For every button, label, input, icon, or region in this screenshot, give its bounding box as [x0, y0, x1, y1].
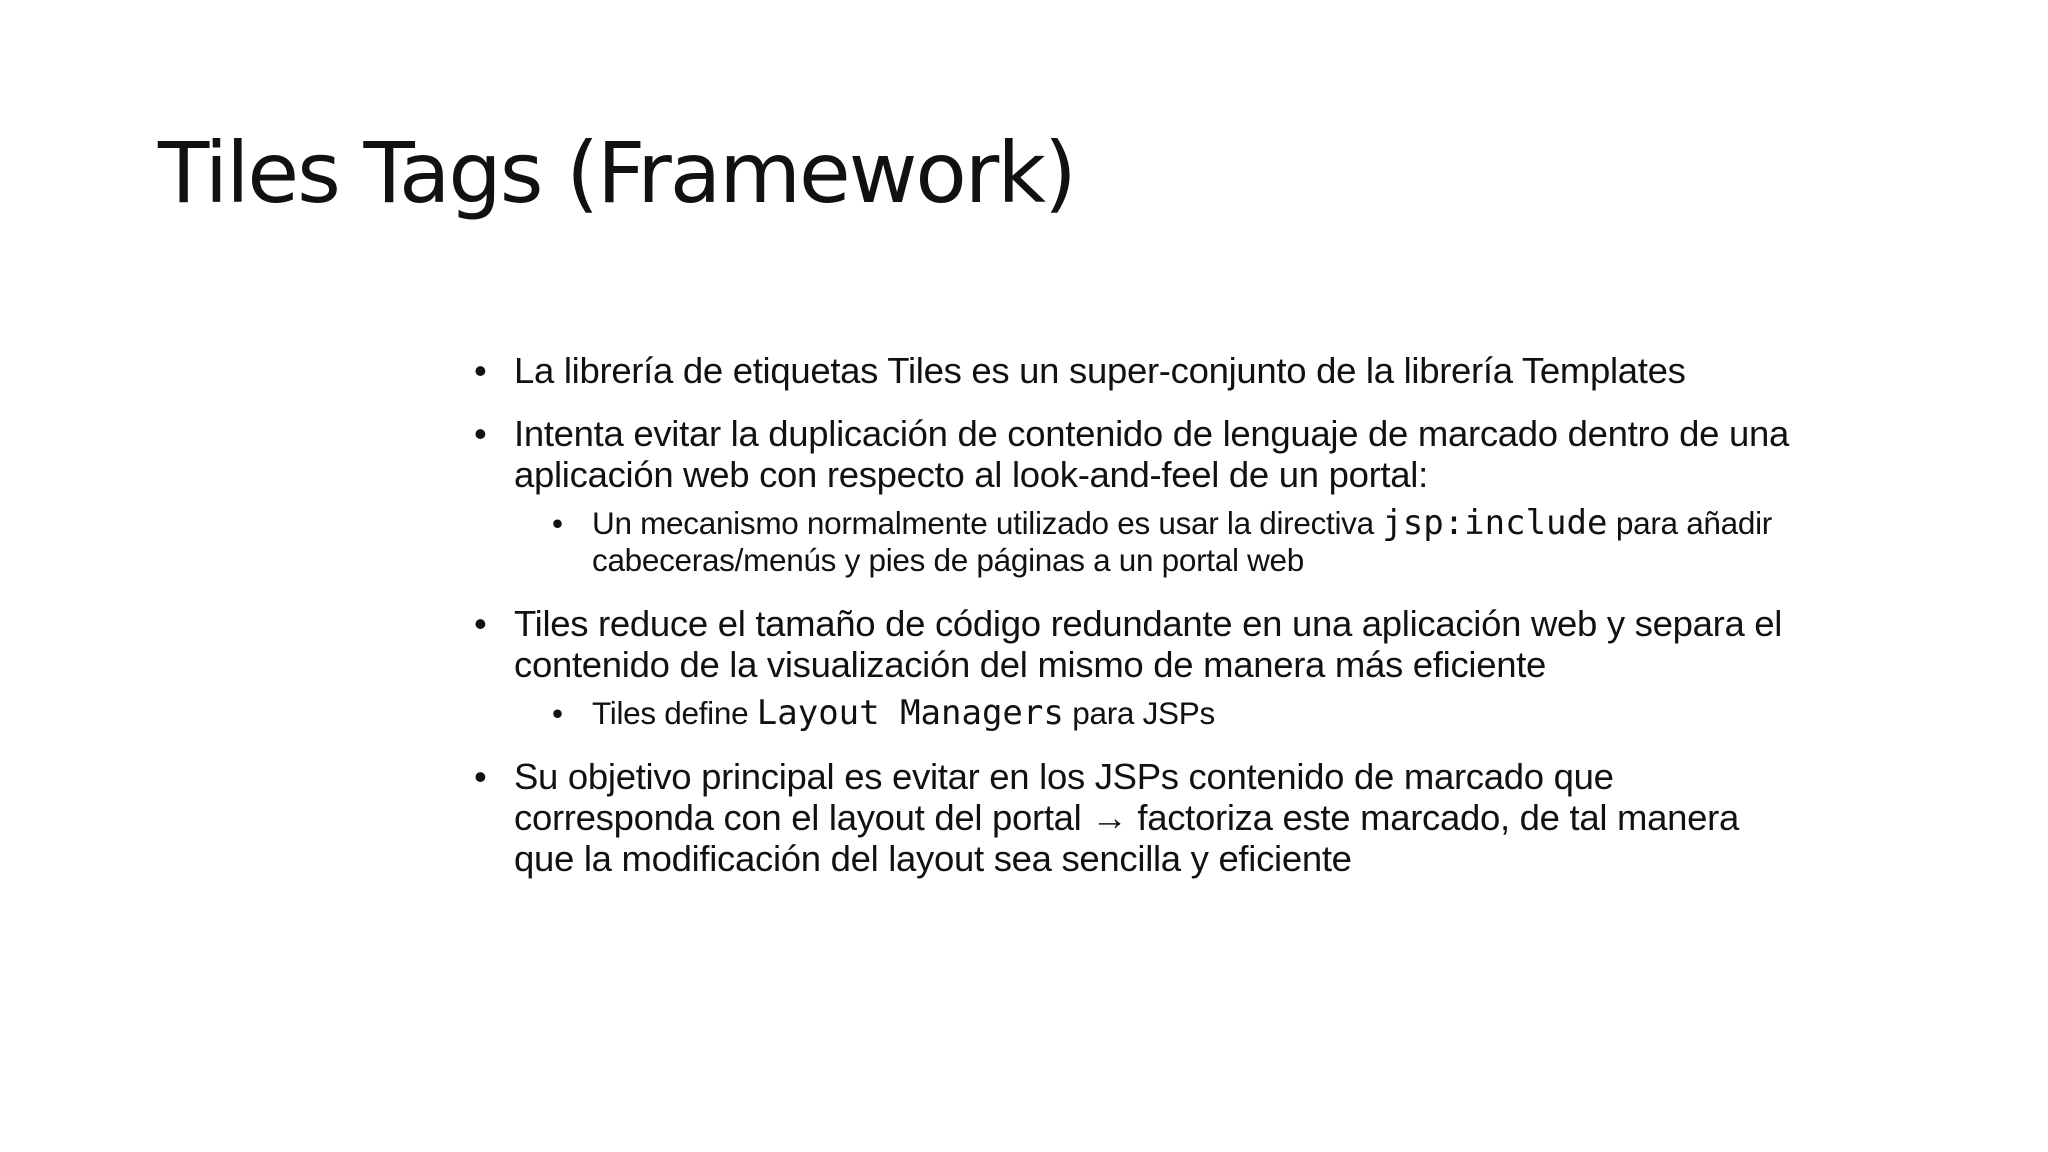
- bullet-icon: •: [552, 695, 563, 731]
- code-text: Layout Managers: [756, 693, 1064, 733]
- bullet-icon: •: [474, 603, 487, 644]
- bullet-icon: •: [552, 505, 563, 541]
- bullet-text: Tiles reduce el tamaño de código redundante en una aplicación web y separa el contenido de la visualización del mismo de manera más eficiente: [514, 603, 1783, 685]
- bullet-icon: •: [474, 350, 487, 391]
- sub-bullet-item: [470, 505, 1800, 579]
- bullet-text: La librería de etiquetas Tiles es un super-conjunto de la librería Templates: [514, 350, 1686, 391]
- bullet-item: [470, 603, 1800, 685]
- bullet-item: [470, 756, 1800, 879]
- bullet-item: [470, 350, 1800, 391]
- bullet-text: Tiles define: [592, 695, 757, 731]
- slide-title: Tiles Tags (Framework): [158, 124, 1075, 222]
- bullet-list: [470, 350, 1800, 901]
- bullet-text: Su objetivo principal es evitar en los JSPs contenido de marcado que corresponda con el layout del portal: [514, 756, 1614, 838]
- bullet-text: Intenta evitar la duplicación de contenido de lenguaje de marcado dentro de una aplicación web con respecto al look-and-feel de un portal:: [514, 413, 1790, 495]
- code-text: jsp:include: [1382, 503, 1608, 543]
- bullet-icon: •: [474, 756, 487, 797]
- bullet-text: para JSPs: [1063, 695, 1215, 731]
- bullet-text: factoriza este marcado, de tal manera que la modificación del layout sea sencilla y eficiente: [514, 797, 1739, 879]
- sub-bullet-item: [470, 695, 1800, 732]
- bullet-icon: •: [474, 413, 487, 454]
- bullet-item: [470, 413, 1800, 495]
- bullet-text: para añadir cabeceras/menús y pies de páginas a un portal web: [592, 505, 1772, 578]
- bullet-text: Un mecanismo normalmente utilizado es usar la directiva: [592, 505, 1383, 541]
- arrow-right-icon: →: [1091, 797, 1128, 838]
